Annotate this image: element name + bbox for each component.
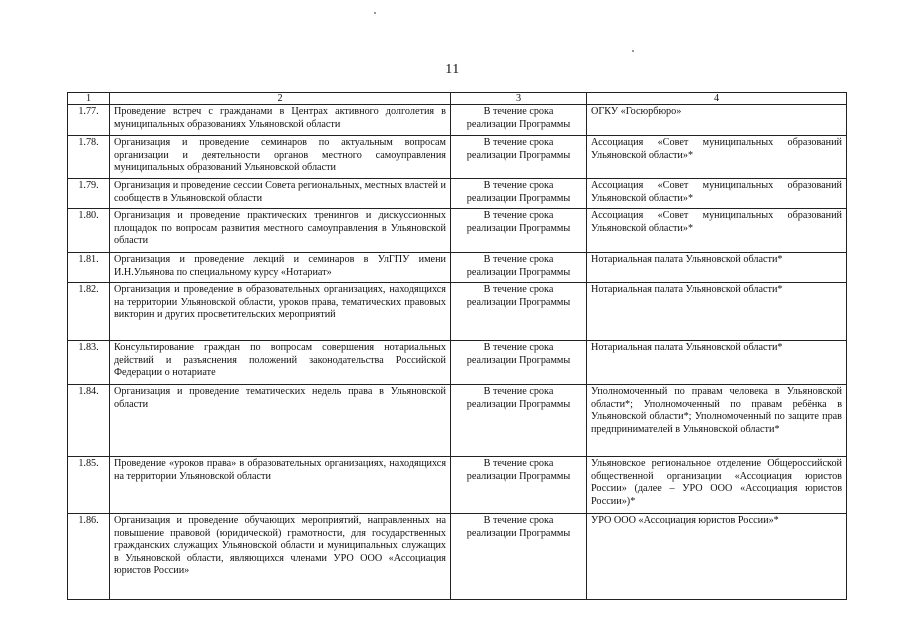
term-line: В течение срока bbox=[483, 137, 554, 148]
implementation-term bbox=[451, 105, 587, 136]
row-number: 1.81. bbox=[68, 253, 110, 283]
term-line: реализации Программы bbox=[466, 470, 571, 482]
column-header-executor: 4 bbox=[587, 93, 847, 105]
term-line: В течение срока bbox=[483, 515, 554, 526]
responsible-executor: ОГКУ «Госюрбюро» bbox=[587, 105, 847, 136]
column-header-term: 3 bbox=[451, 93, 587, 105]
column-header-number: 1 bbox=[68, 93, 110, 105]
implementation-term bbox=[451, 209, 587, 253]
term-line: В течение срока bbox=[483, 210, 554, 221]
implementation-term bbox=[451, 179, 587, 209]
program-activities-table bbox=[67, 92, 847, 600]
row-number: 1.78. bbox=[68, 136, 110, 179]
row-number: 1.80. bbox=[68, 209, 110, 253]
row-number: 1.86. bbox=[68, 514, 110, 600]
event-description: Организация и проведение тематических недель права в Ульяновской области bbox=[110, 385, 451, 457]
event-description: Проведение встреч с гражданами в Центрах активного долголетия в муниципальных образованиях Ульяновской области bbox=[110, 105, 451, 136]
implementation-term bbox=[451, 253, 587, 283]
implementation-term bbox=[451, 514, 587, 600]
responsible-executor: Нотариальная палата Ульяновской области* bbox=[587, 283, 847, 341]
table-row bbox=[68, 457, 847, 514]
event-description: Организация и проведение семинаров по актуальным вопросам организации и деятельности органов местного самоуправления муниципальных образований Ульяновской области bbox=[110, 136, 451, 179]
event-description: Организация и проведение лекций и семинаров в УлГПУ имени И.Н.Ульянова по специальному курсу «Нотариат» bbox=[110, 253, 451, 283]
responsible-executor: Ассоциация «Совет муниципальных образований Ульяновской области»* bbox=[587, 179, 847, 209]
table-row bbox=[68, 283, 847, 341]
term-line: В течение срока bbox=[483, 284, 554, 295]
responsible-executor: Нотариальная палата Ульяновской области* bbox=[587, 341, 847, 385]
term-line: В течение срока bbox=[483, 180, 554, 191]
row-number: 1.84. bbox=[68, 385, 110, 457]
term-line: реализации Программы bbox=[466, 398, 571, 410]
row-number: 1.82. bbox=[68, 283, 110, 341]
responsible-executor: УРО ООО «Ассоциация юристов России»* bbox=[587, 514, 847, 600]
column-header-event: 2 bbox=[110, 93, 451, 105]
row-number: 1.79. bbox=[68, 179, 110, 209]
page-number: 11 bbox=[445, 62, 460, 77]
row-number: 1.77. bbox=[68, 105, 110, 136]
responsible-executor: Ульяновское региональное отделение Общероссийской общественной организации «Ассоциация юристов России» (далее – УРО ООО «Ассоциация юристов России»)* bbox=[587, 457, 847, 514]
event-description: Проведение «уроков права» в образовательных организациях, находящихся на территории Ульяновской области bbox=[110, 457, 451, 514]
term-line: реализации Программы bbox=[466, 222, 571, 234]
implementation-term bbox=[451, 136, 587, 179]
table-row bbox=[68, 179, 847, 209]
table-header-row bbox=[68, 93, 847, 105]
term-line: реализации Программы bbox=[466, 266, 571, 278]
table-row bbox=[68, 136, 847, 179]
implementation-term bbox=[451, 385, 587, 457]
term-line: В течение срока bbox=[483, 458, 554, 469]
term-line: В течение срока bbox=[483, 342, 554, 353]
table-row bbox=[68, 341, 847, 385]
scan-speck bbox=[374, 12, 376, 14]
term-line: реализации Программы bbox=[466, 192, 571, 204]
implementation-term bbox=[451, 341, 587, 385]
event-description: Консультирование граждан по вопросам совершения нотариальных действий и разъяснения положений законодательства Российской Федерации о нотариате bbox=[110, 341, 451, 385]
responsible-executor: Ассоциация «Совет муниципальных образований Ульяновской области»* bbox=[587, 136, 847, 179]
table-row bbox=[68, 105, 847, 136]
implementation-term bbox=[451, 457, 587, 514]
row-number: 1.85. bbox=[68, 457, 110, 514]
table-row bbox=[68, 209, 847, 253]
event-description: Организация и проведение сессии Совета региональных, местных властей и сообществ в Ульяновской области bbox=[110, 179, 451, 209]
responsible-executor: Ассоциация «Совет муниципальных образований Ульяновской области»* bbox=[587, 209, 847, 253]
table-row bbox=[68, 253, 847, 283]
term-line: реализации Программы bbox=[466, 527, 571, 539]
table-row bbox=[68, 385, 847, 457]
row-number: 1.83. bbox=[68, 341, 110, 385]
event-description: Организация и проведение в образовательных организациях, находящихся на территории Ульяновской области, уроков права, тематических правовых викторин и других просветительских мероприятий bbox=[110, 283, 451, 341]
term-line: реализации Программы bbox=[466, 149, 571, 161]
term-line: В течение срока bbox=[483, 386, 554, 397]
term-line: реализации Программы bbox=[466, 118, 571, 130]
responsible-executor: Уполномоченный по правам человека в Ульяновской области*; Уполномоченный по правам ребёнка в Ульяновской области*; Уполномоченный по защите прав предпринимателей в Ульяновской области* bbox=[587, 385, 847, 457]
event-description: Организация и проведение практических тренингов и дискуссионных площадок по вопросам развития местного самоуправления в Ульяновской области bbox=[110, 209, 451, 253]
table-row bbox=[68, 514, 847, 600]
scan-speck bbox=[632, 50, 634, 52]
term-line: В течение срока bbox=[483, 254, 554, 265]
event-description: Организация и проведение обучающих мероприятий, направленных на повышение правовой (юридической) грамотности, для государственных гражданских служащих Ульяновской области и муниципальных служащих в Ульяновской области, являющихся членами УРО ООО «Ассоциация юристов России» bbox=[110, 514, 451, 600]
term-line: В течение срока bbox=[483, 106, 554, 117]
responsible-executor: Нотариальная палата Ульяновской области* bbox=[587, 253, 847, 283]
term-line: реализации Программы bbox=[466, 354, 571, 366]
implementation-term bbox=[451, 283, 587, 341]
term-line: реализации Программы bbox=[466, 296, 571, 308]
